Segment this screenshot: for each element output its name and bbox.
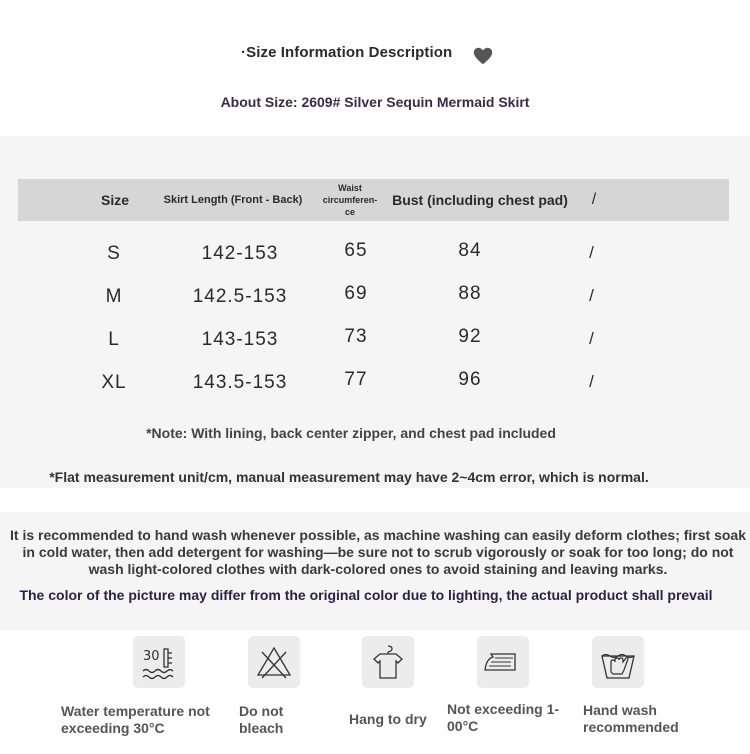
table-row [0, 283, 750, 316]
cell-waist: 69 [344, 283, 368, 304]
cell-bust: 88 [458, 283, 482, 304]
header-waist: Waist circumferen- ce [322, 183, 378, 217]
cell-extra: / [589, 286, 595, 305]
section-title-text: ·Size Information Description [241, 44, 453, 61]
cell-size: L [108, 329, 120, 350]
hand-wash-icon [592, 636, 644, 688]
heart-icon [472, 45, 494, 67]
care-label: Water temperature not exceeding 30°C [61, 703, 210, 736]
measurement-note: *Flat measurement unit/cm, manual measurement may have 2~4cm error, which is normal. [49, 469, 649, 485]
table-row [0, 369, 750, 402]
cell-length: 143-153 [201, 329, 279, 350]
table-row [0, 240, 750, 273]
care-label: Hand wash recommended [583, 702, 679, 735]
color-disclaimer: The color of the picture may differ from the original color due to lighting, the actual product shall prevail [19, 587, 713, 603]
cell-waist: 73 [344, 326, 368, 347]
product-subtitle: About Size: 2609# Silver Sequin Mermaid Skirt [220, 94, 530, 110]
cell-length: 142-153 [201, 243, 279, 264]
water-temperature-value: 30 [143, 649, 160, 664]
table-row [0, 326, 750, 359]
no-bleach-icon [248, 636, 300, 688]
cell-extra: / [589, 329, 595, 348]
care-label: Hang to dry [349, 711, 427, 727]
care-label: Not exceeding 1-00°C [447, 701, 560, 734]
lining-note: *Note: With lining, back center zipper, and chest pad included [146, 425, 556, 441]
iron-icon [477, 636, 529, 688]
cell-bust: 96 [458, 369, 482, 390]
header-skirt-length: Skirt Length (Front - Back) [163, 194, 303, 206]
cell-size: S [107, 243, 121, 264]
cell-bust: 92 [458, 326, 482, 347]
header-bust: Bust (including chest pad) [392, 192, 568, 208]
header-size: Size [100, 192, 129, 208]
wash-instructions: It is recommended to hand wash whenever possible, as machine washing can easily deform clothes; first soak in cold water, then add detergent for washing—be sure not to scrub vigorously or soak for too long; do not wash light-colored clothes with dark-colored ones to avoid staining and leaving marks. [10, 527, 747, 577]
cell-extra: / [589, 243, 595, 262]
cell-waist: 77 [344, 369, 368, 390]
cell-extra: / [589, 372, 595, 391]
care-label: Do not bleach [239, 703, 284, 736]
cell-size: M [105, 286, 123, 307]
cell-length: 143.5-153 [192, 372, 288, 393]
cell-waist: 65 [344, 240, 368, 261]
cell-size: XL [101, 372, 127, 393]
hang-dry-icon [362, 636, 414, 688]
water-temperature-icon [133, 636, 185, 688]
size-table-header [18, 179, 729, 221]
cell-length: 142.5-153 [192, 286, 288, 307]
header-extra: / [591, 191, 597, 208]
section-title [0, 42, 750, 66]
cell-bust: 84 [458, 240, 482, 261]
